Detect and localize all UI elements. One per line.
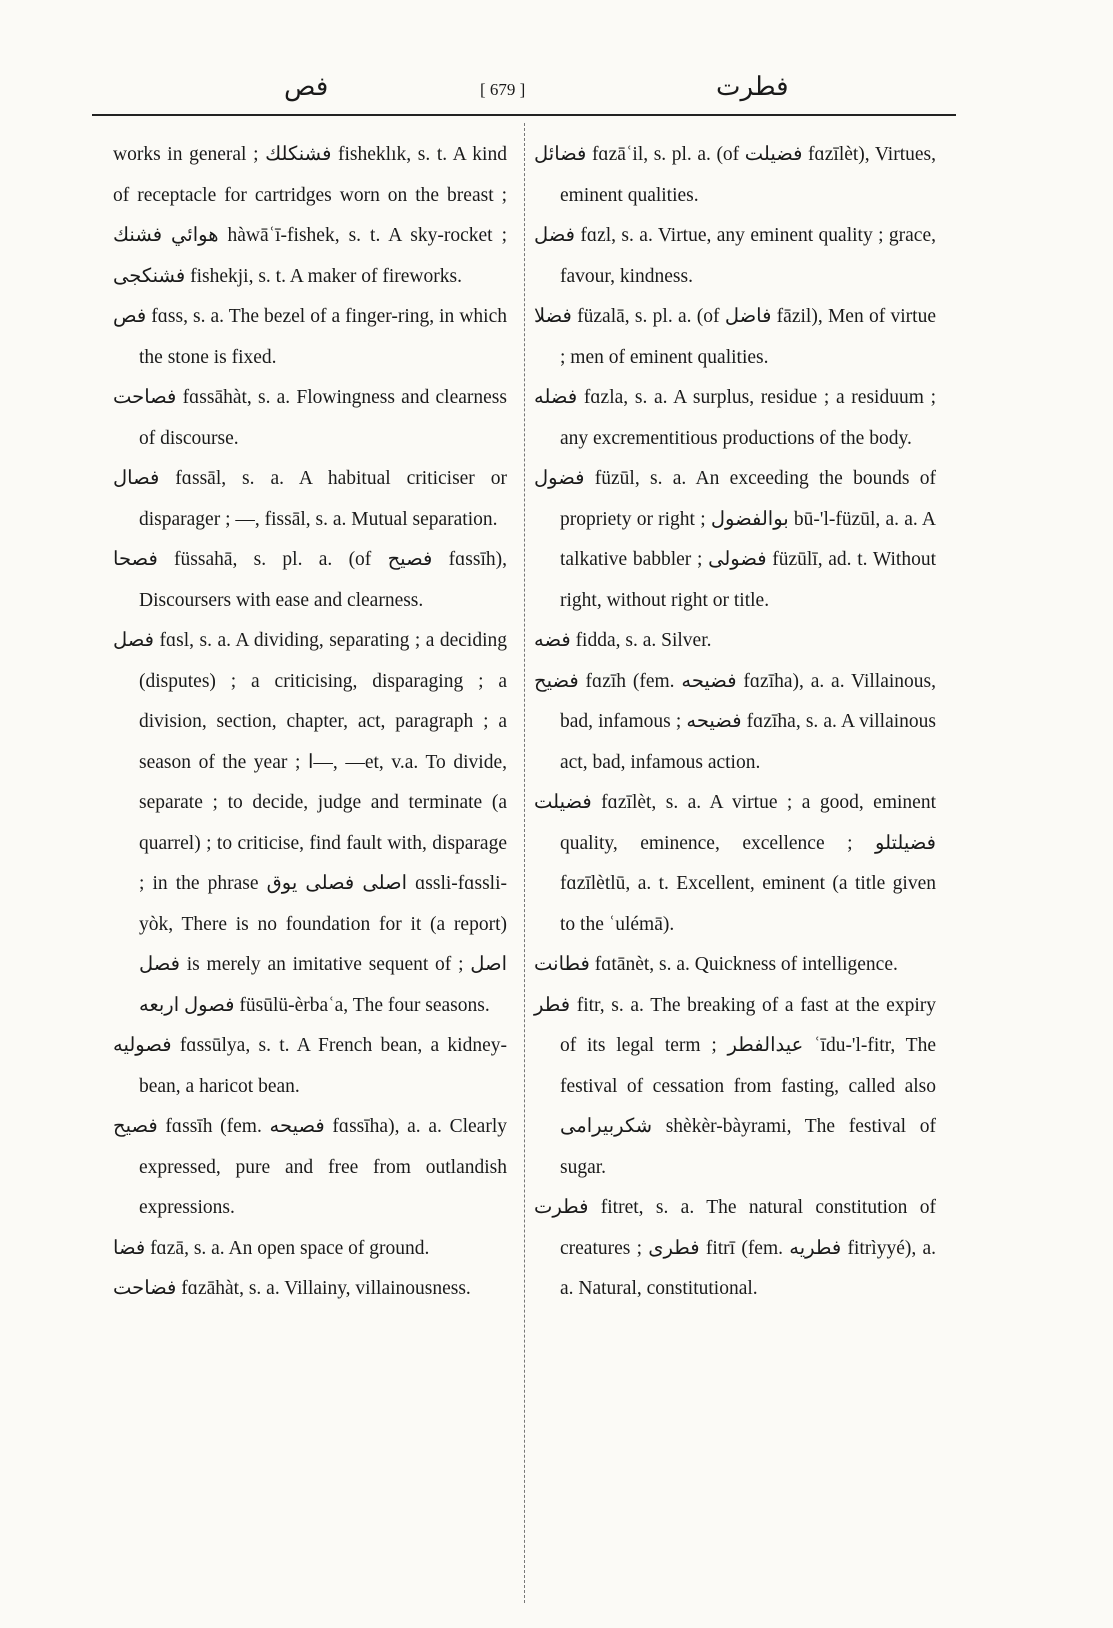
page-number: [ 679 ] xyxy=(480,80,526,99)
entry: فضه fidda, s. a. Silver. xyxy=(534,630,712,651)
entry: فضا fɑzā, s. a. An open space of ground. xyxy=(113,1237,430,1259)
entry: فطانت fɑtānèt, s. a. Quickness of intelligence. xyxy=(534,954,898,975)
header-left-arabic: فص xyxy=(284,72,329,102)
entry: works in general ; فشنكلك fisheklık, s. t. A kind of receptacle for cartridges worn on the breast ; هوائي فشنك hàwāʿī-fishek, s. t. A sky-rocket ; فشنكجى fishekji, s. t. A maker of fireworks. xyxy=(113,144,507,287)
entry: فضل fɑzl, s. a. Virtue, any eminent quality ; grace, favour, kindness. xyxy=(534,225,936,287)
entry: فصحا füssahā, s. pl. a. (of فصيح fɑssīh), Discoursers with ease and clearness. xyxy=(113,549,507,611)
entry: فص fɑss, s. a. The bezel of a finger-ring, in which the stone is fixed. xyxy=(113,306,507,368)
right-column xyxy=(534,135,936,1310)
entry: فضيلت fɑzīlèt, s. a. A virtue ; a good, eminent quality, eminence, excellence ; فضيلتلو fɑzīlètlū, a. t. Excellent, eminent (a title given to the ʿulémā). xyxy=(534,792,936,935)
header-right-arabic: فطرت xyxy=(716,72,789,102)
entry: فضله fɑzla, s. a. A surplus, residue ; a residuum ; any excrementitious productions of the body. xyxy=(534,387,936,449)
entry: فضائل fɑzāʿil, s. pl. a. (of فضيلت fɑzīlèt), Virtues, eminent qualities. xyxy=(534,144,936,206)
entry: فصاحت fɑssāhàt, s. a. Flowingness and clearness of discourse. xyxy=(113,387,507,449)
entry: فصيح fɑssīh (fem. فصيحه fɑssīha), a. a. Clearly expressed, pure and free from outlandish expressions. xyxy=(113,1116,507,1218)
entry: فطرت fitret, s. a. The natural constitution of creatures ; فطرى fitrī (fem. فطريه fitrìyyé), a. a. Natural, constitutional. xyxy=(534,1197,936,1299)
column-divider xyxy=(524,123,525,1603)
left-column xyxy=(113,135,507,1310)
entry: فضول füzūl, s. a. An exceeding the bounds of propriety or right ; بوالفضول bū-'l-füzūl, a. a. A talkative babbler ; فضولى füzūlī, ad. t. Without right, without right or title. xyxy=(534,468,936,611)
entry: فضيح fɑzīh (fem. فضيحه fɑzīha), a. a. Villainous, bad, infamous ; فضيحه fɑzīha, s. a. A villainous act, bad, infamous action. xyxy=(534,670,937,773)
entry: فطر fitr, s. a. The breaking of a fast at the expiry of its legal term ; عيدالفطر ʿīdu-'l-fitr, The festival of cessation from fasting, called also شكربيرامى shèkèr-bàyrami, The festival of sugar. xyxy=(534,994,936,1178)
entry: فصل fɑsl, s. a. A dividing, separating ; a deciding (disputes) ; a criticising, disparaging ; a division, section, chapter, act, paragraph ; a season of the year ; ا—, —et, v.a. To divide, separate ; to decide, judge and terminate (a quarrel) ; to criticise, find fault with, disparage ; in the phrase اصلى فصلى يوق ɑssli-fɑssli-yòk, There is no foundation for it (a report) فصل is merely an imitative sequent of اصل ; فصول اربعه füsūlü-èrbaʿa, The four seasons. xyxy=(113,630,507,1016)
entry: فصال fɑssāl, s. a. A habitual criticiser or disparager ; —, fissāl, s. a. Mutual separation. xyxy=(113,468,507,530)
entry: فضاحت fɑzāhàt, s. a. Villainy, villainousness. xyxy=(113,1278,471,1299)
header-rule xyxy=(92,114,956,116)
entry: فصوليه fɑssūlya, s. t. A French bean, a kidney-bean, a haricot bean. xyxy=(113,1035,507,1097)
entry: فضلا füzalā, s. pl. a. (of فاضل fāzil), Men of virtue ; men of eminent qualities. xyxy=(534,306,936,368)
